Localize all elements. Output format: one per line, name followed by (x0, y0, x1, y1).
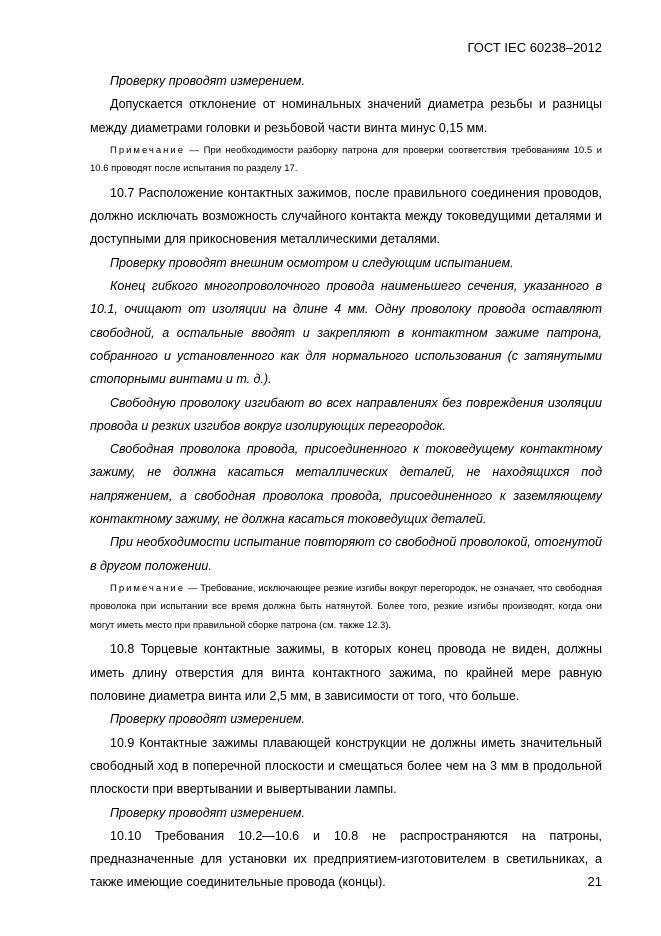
page-number: 21 (587, 874, 602, 889)
paragraph-free-strand-contact: Свободная проволока провода, присоединенного к токоведущему контактному зажиму, не должна касаться металлических деталей, не находящихся под напряжением, а свободная проволока провода, присоединенного к заземляющему контактному зажиму, не должна касаться токоведущих деталей. (90, 442, 602, 527)
paragraph-10-9: 10.9 Контактные зажимы плавающей конструкции не должны иметь значительный свободный ход в поперечной плоскости и смещаться более чем на 3 мм в продольной плоскости при ввертывании и вывертывании лампы. (90, 735, 602, 797)
paragraph-check-measurement: Проверку проводят измерением. (110, 74, 305, 88)
paragraph-thread-tolerance: Допускается отклонение от номинальных значений диаметра резьбы и разницы между диаметрами головки и резьбовой части винта минус 0,15 мм. (90, 97, 602, 135)
paragraph-10-7: 10.7 Расположение контактных зажимов, после правильного соединения проводов, должно исключать возможность случайного контакта между токоведущими деталями и доступными для прикосновения металлическими деталями. (90, 185, 602, 247)
note-sharp-bends (90, 580, 602, 636)
note-label: Примечание (110, 582, 185, 594)
note-dash: — (185, 582, 201, 594)
paragraph-10-10: 10.10 Требования 10.2—10.6 и 10.8 не распространяются на патроны, предназначенные для установки их предприятием-изготовителем в светильниках, а также имеющие соединительные провода (концы). (90, 828, 602, 890)
note-text: При необходимости разборку патрона для проверки соответствия требованиям 10.5 и 10.6 проводят после испытания по разделу 17. (90, 144, 602, 175)
note-disassembly (90, 142, 602, 179)
note-dash: — (185, 144, 204, 156)
paragraph-check-measurement-2: Проверку проводят измерением. (110, 712, 305, 727)
paragraph-10-8: 10.8 Торцевые контактные зажимы, в которых конец провода не виден, должны иметь длину отверстия для винта контактного зажима, по крайней мере равную половине диаметра винта или 2,5 мм, в зависимости от того, что больше. (90, 642, 602, 704)
paragraph-repeat-test: При необходимости испытание повторяют со свободной проволокой, отогнутой в другом положении. (90, 535, 602, 573)
paragraph-free-strand-bend: Свободную проволоку изгибают во всех направлениях без повреждения изоляции провода и резких изгибов вокруг изолирующих перегородок. (90, 395, 602, 433)
paragraph-check-inspection: Проверку проводят внешним осмотром и следующим испытанием. (110, 255, 514, 270)
paragraph-check-measurement-3: Проверку проводят измерением. (110, 805, 305, 820)
note-text: Требование, исключающее резкие изгибы вокруг перегородок, не означает, что свободная проволока при испытании все время должна быть натянутой. Более того, резкие изгибы производят, когда они могут иметь место при правильной сборке патрона (см. также 12.3). (90, 582, 602, 631)
paragraph-wire-end: Конец гибкого многопроволочного провода наименьшего сечения, указанного в 10.1, очищают от изоляции на длине 4 мм. Одну проволоку провода оставляют свободной, а остальные вводят и закрепляют в контактном зажиме патрона, собранного и установленного как для нормального использования (с затянутыми стопорными винтами и т. д.). (90, 279, 602, 387)
document-code: ГОСТ IEC 60238–2012 (467, 40, 602, 55)
note-label: Примечание (110, 144, 185, 156)
page-body (90, 70, 602, 895)
